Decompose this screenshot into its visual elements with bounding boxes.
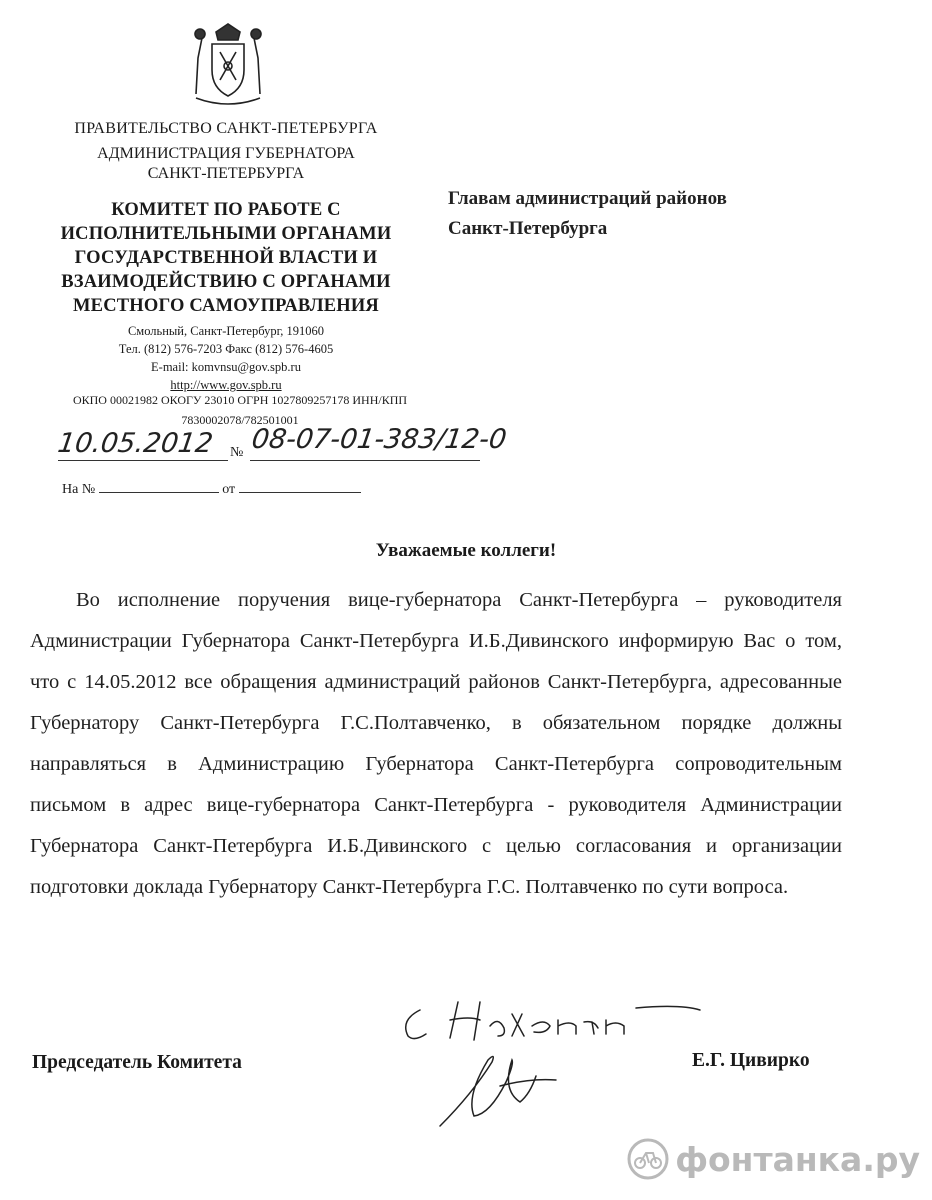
reply-date-line [239, 480, 361, 493]
committee-line: МЕСТНОГО САМОУПРАВЛЕНИЯ [73, 296, 379, 316]
administration-line2: САНКТ-ПЕТЕРБУРГА [147, 165, 305, 182]
reply-reference [62, 480, 361, 498]
phone-fax: Тел. (812) 576-7203 Факс (812) 576-4605 [118, 342, 334, 356]
address: Смольный, Санкт-Петербург, 191060 [127, 324, 325, 338]
from-label: от [222, 482, 236, 497]
reply-number-line [99, 480, 219, 493]
salutation: Уважаемые коллеги! [375, 540, 557, 561]
signatory-title: Председатель Комитета [32, 1052, 242, 1073]
signatory-name: Е.Г. Цивирко [692, 1050, 810, 1071]
codes-line2: 7830002078/782501001 [181, 413, 299, 427]
committee-line: ГОСУДАРСТВЕННОЙ ВЛАСТИ И [74, 248, 378, 268]
number-underline [250, 460, 480, 461]
document-number: 08-07-01-383/12-0 [249, 424, 509, 455]
codes-line1: ОКПО 00021982 ОКОГУ 23010 ОГРН 1027809257178 ИНН/КПП [72, 393, 408, 407]
number-label: № [230, 445, 244, 460]
letter-body: Во исполнение поручения вице-губернатора Санкт-Петербурга – руководителя Администрации Губернатора Санкт-Петербурга И.Б.Дивинского информирую Вас о том, что с 14.05.2012 все обращения администраций районов Санкт-Петербурга, адресованные Губернатору Санкт-Петербурга Г.С.Полтавченко, в обязательном порядке должны направляться в Администрацию Губернатора Санкт-Петербурга сопроводительным письмом в адрес вице-губернатора Санкт-Петербурга - руководителя Администрации Губернатора Санкт-Петербурга И.Б.Дивинского с целью согласования и организации подготовки доклада Губернатору Санкт-Петербурга Г.С. Полтавченко по сути вопроса. [30, 589, 842, 898]
addressee-line2: Санкт-Петербурга [448, 218, 608, 239]
addressee-line1: Главам администраций районов [448, 188, 727, 209]
watermark-text: фонтанка.ру [675, 1139, 920, 1179]
contact-block [40, 322, 412, 394]
administration-name [40, 144, 412, 184]
website: http://www.gov.spb.ru [170, 378, 282, 392]
committee-name [30, 198, 422, 318]
reply-label: На № [62, 482, 96, 497]
committee-line: ИСПОЛНИТЕЛЬНЫМИ ОРГАНАМИ [60, 224, 392, 244]
committee-line: ВЗАИМОДЕЙСТВИЮ С ОРГАНАМИ [61, 272, 391, 292]
email: E-mail: komvnsu@gov.spb.ru [151, 360, 301, 374]
addressee [448, 184, 888, 244]
date-underline [58, 460, 228, 461]
watermark [627, 1138, 920, 1180]
government-name: ПРАВИТЕЛЬСТВО САНКТ-ПЕТЕРБУРГА [74, 120, 378, 137]
bicycle-icon [627, 1138, 669, 1180]
administration-line1: АДМИНИСТРАЦИЯ ГУБЕРНАТОРА [97, 145, 355, 162]
handwritten-signature [380, 990, 720, 1140]
coat-of-arms-icon [186, 18, 270, 106]
document-date: 10.05.2012 [55, 428, 215, 459]
committee-line: КОМИТЕТ ПО РАБОТЕ С [111, 200, 341, 220]
